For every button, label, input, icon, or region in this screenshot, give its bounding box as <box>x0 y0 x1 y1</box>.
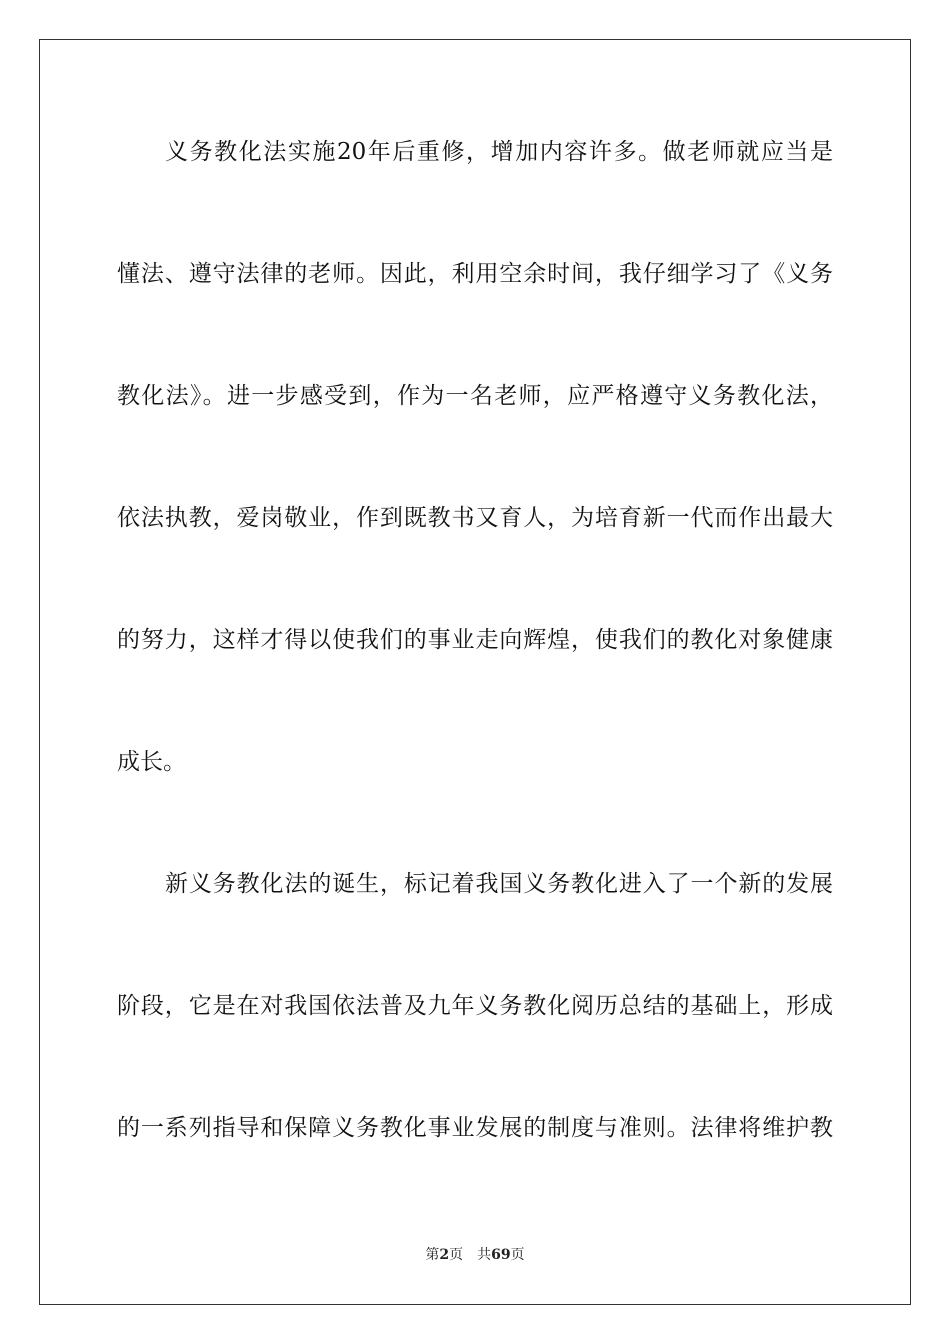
paragraph-1-line-1: 义务教化法实施20年后重修，增加内容许多。做老师就应当是 <box>165 139 833 165</box>
total-pages: 69 <box>491 1247 511 1263</box>
paragraph-2-line-3: 的一系列指导和保障义务教化事业发展的制度与准则。法律将维护教 <box>117 1115 833 1141</box>
paragraph-1-line-6: 成长。 <box>117 749 186 775</box>
paragraph-1-line-5: 的努力，这样才得以使我们的事业走向辉煌，使我们的教化对象健康 <box>117 627 833 653</box>
page-prefix: 第 <box>425 1247 440 1263</box>
page-suffix: 页 <box>449 1247 464 1263</box>
total-suffix: 页 <box>510 1247 525 1263</box>
total-prefix: 共 <box>477 1247 492 1263</box>
page-number: 2 <box>439 1247 450 1263</box>
page-footer <box>0 1246 950 1264</box>
paragraph-2-line-2: 阶段，它是在对我国依法普及九年义务教化阅历总结的基础上，形成 <box>117 993 833 1019</box>
paragraph-1-line-3: 教化法》。进一步感受到，作为一名老师，应严格遵守义务教化法， <box>117 383 833 409</box>
paragraph-1-line-4: 依法执教，爱岗敬业，作到既教书又育人，为培育新一代而作出最大 <box>117 505 833 531</box>
paragraph-1-line-2: 懂法、遵守法律的老师。因此，利用空余时间，我仔细学习了《义务 <box>117 261 833 287</box>
paragraph-2-line-1: 新义务教化法的诞生，标记着我国义务教化进入了一个新的发展 <box>165 871 833 897</box>
